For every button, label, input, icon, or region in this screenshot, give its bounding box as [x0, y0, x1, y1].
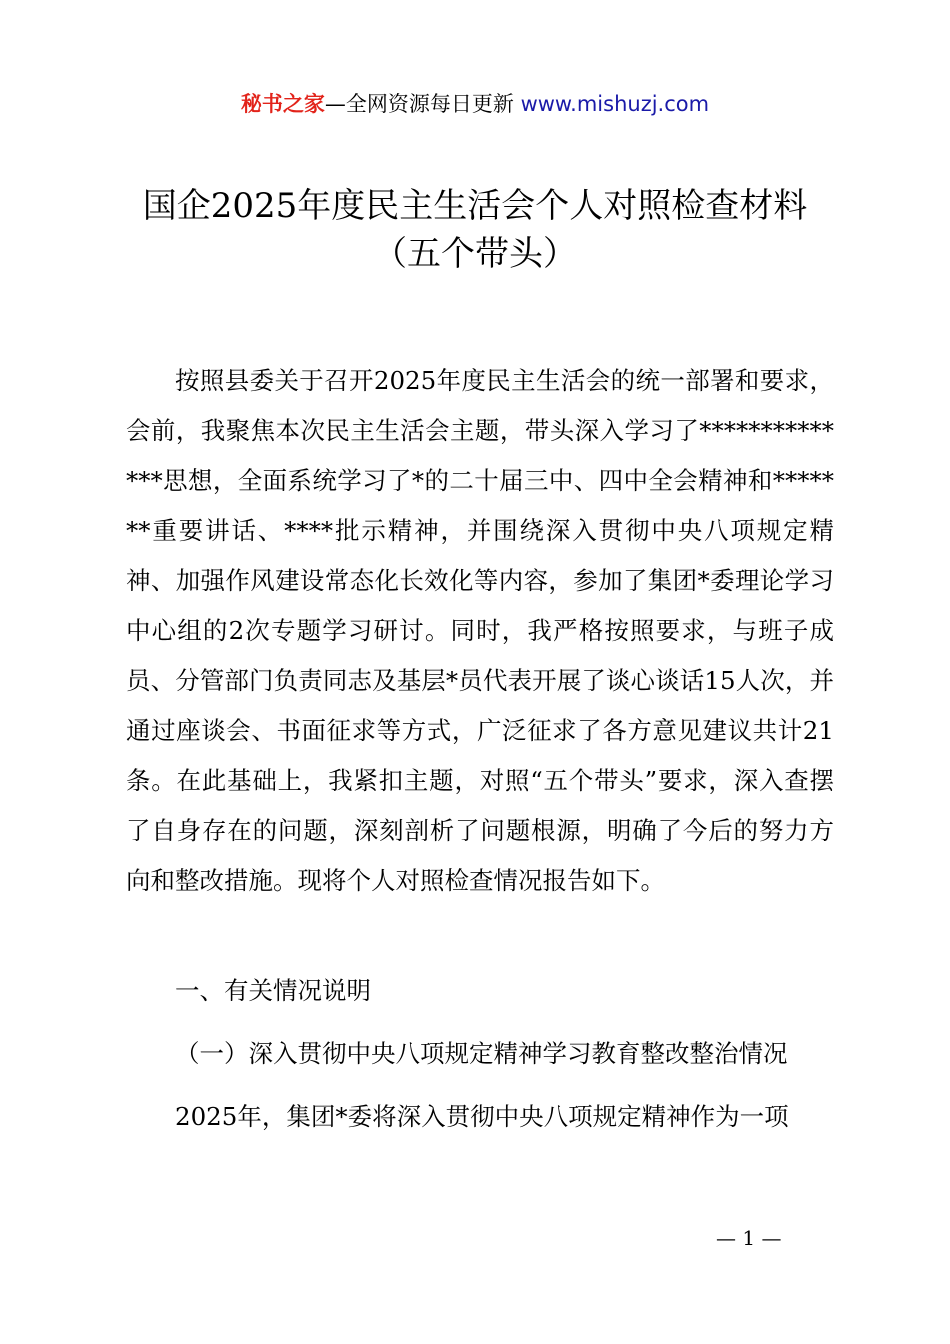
intro-paragraph: 按照县委关于召开2025年度民主生活会的统一部署和要求，会前，我聚焦本次民主生活会主题，带头深入学习了**************思想，全面系统学习了*的二十届三中、四中全会精神和*******重要讲话、****批示精神，并围绕深入贯彻中央八项规定精神、加强作风建设常态化长效化等内容，参加了集团*委理论学习中心组的2次专题学习研讨。同时，我严格按照要求，与班子成员、分管部门负责同志及基层*员代表开展了谈心谈话15人次，并通过座谈会、书面征求等方式，广泛征求了各方意见建议共计21条。在此基础上，我紧扣主题，对照“五个带头”要求，深入查摆了自身存在的问题，深刻剖析了问题根源，明确了今后的努力方向和整改措施。现将个人对照检查情况报告如下。 — [126, 366, 834, 895]
header-tagline: —全网资源每日更新 — [324, 92, 521, 116]
title-line-1: 国企2025年度民主生活会个人对照检查材料 — [142, 186, 808, 226]
title-line-2: （五个带头） — [373, 234, 577, 274]
page-number: — 1 — — [716, 1226, 782, 1250]
document-body — [126, 356, 834, 906]
subsection-heading-1: （一）深入贯彻中央八项规定精神学习教育整改整治情况 — [175, 1039, 788, 1068]
document-title — [0, 182, 950, 278]
subsection-paragraph: 2025年，集团*委将深入贯彻中央八项规定精神作为一项 — [175, 1102, 789, 1131]
section-heading-1: 一、有关情况说明 — [175, 976, 371, 1005]
site-header — [0, 88, 950, 120]
brand-name: 秘书之家 — [240, 92, 325, 116]
site-url-link[interactable]: www.mishuzj.com — [520, 92, 710, 116]
